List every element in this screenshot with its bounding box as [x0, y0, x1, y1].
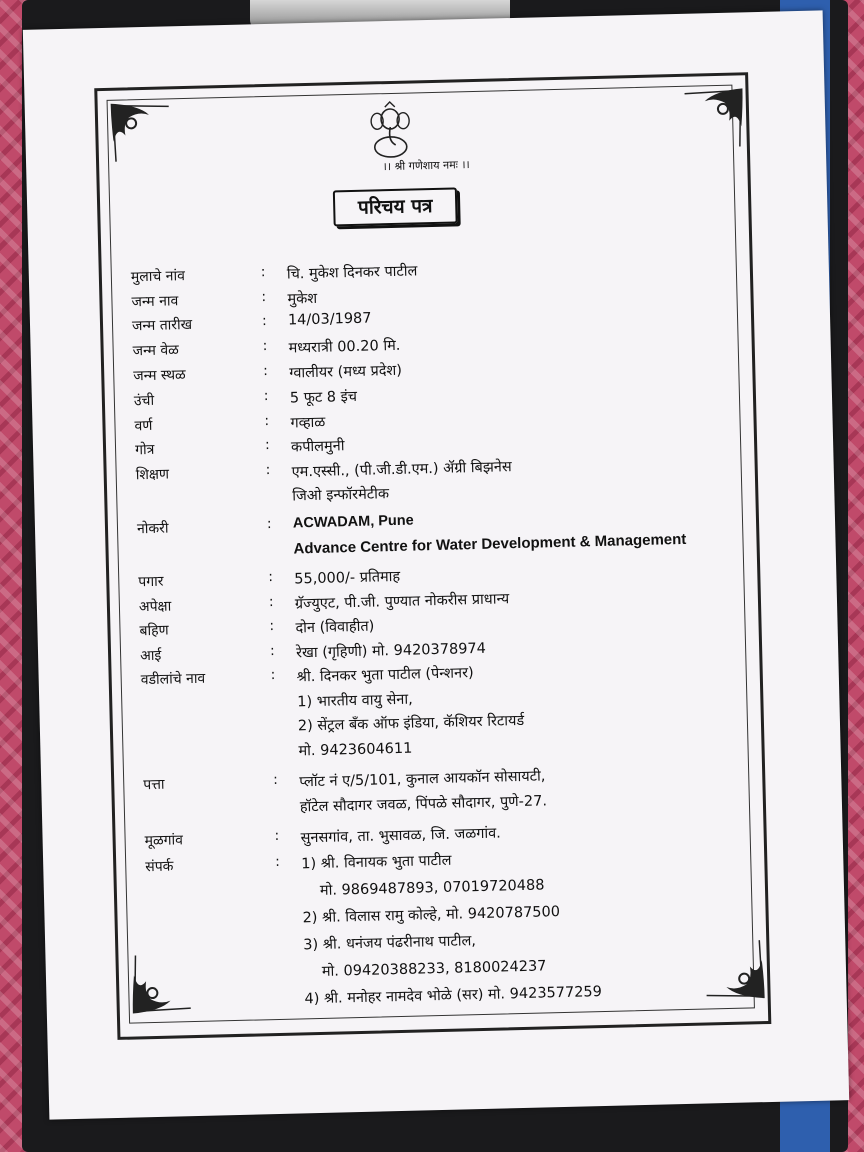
field-colon: : [269, 617, 275, 635]
field-colon: : [264, 437, 270, 454]
field-value: प्लॉट नं ए/5/101, कुनाल आयकॉन सोसायटी, [299, 768, 546, 791]
field-continuation: 2) श्री. विलास रामु कोल्हे, मो. 9420787500 [302, 904, 561, 927]
page-title: परिचय पत्र [333, 187, 458, 226]
field-value: चि. मुकेश दिनकर पाटील [286, 263, 418, 283]
field-continuation: 4) श्री. मनोहर नामदेव भोळे (सर) मो. 9423577259 [304, 984, 603, 1008]
biodata-sheet [23, 10, 849, 1119]
field-label: अपेक्षा [138, 598, 172, 616]
field-label: पत्ता [143, 776, 165, 794]
field-value: रेखा (गृहिणी) मो. 9420378974 [295, 640, 487, 662]
field-colon: : [275, 853, 281, 871]
invocation-text: ।। श्री गणेशाय नमः ।। [382, 158, 470, 174]
field-label: बहिण [139, 622, 169, 640]
field-colon: : [266, 516, 272, 533]
field-colon: : [270, 666, 276, 684]
field-value: सुनसगांव, ता. भुसावळ, जि. जळगांव. [300, 825, 502, 847]
field-value: मुकेश [287, 290, 318, 308]
field-continuation: हॉटेल सौदागर जवळ, पिंपळे सौदागर, पुणे-27. [299, 793, 548, 816]
field-continuation: 3) श्री. धनंजय पंढरीनाथ पाटील, [303, 933, 477, 954]
floral-corner-icon [674, 86, 746, 158]
ganesha-icon [365, 100, 416, 161]
field-colon: : [260, 264, 266, 281]
field-continuation: मो. 09420388233, 8180024237 [321, 958, 547, 980]
field-label: नोकरी [136, 520, 169, 538]
field-value: 5 फूट 8 इंच [289, 388, 358, 407]
field-label: जन्म वेळ [132, 342, 179, 360]
field-colon: : [269, 642, 275, 660]
field-colon: : [264, 413, 270, 430]
field-label: आई [139, 647, 162, 665]
field-label: जन्म नाव [131, 293, 179, 311]
field-label: जन्म तारीख [131, 316, 193, 335]
field-label: मूळगांव [144, 832, 184, 850]
field-value: 55,000/- प्रतिमाह [294, 568, 401, 588]
field-colon: : [263, 363, 269, 380]
field-label: शिक्षण [135, 466, 170, 484]
field-continuation: मो. 9423604611 [298, 740, 413, 760]
field-value: गव्हाळ [290, 414, 326, 432]
field-colon: : [261, 289, 267, 306]
field-value: कपीलमुनी [290, 438, 345, 456]
floral-corner-icon [695, 930, 767, 1002]
field-label: गोत्र [134, 441, 155, 459]
field-colon: : [263, 388, 269, 405]
field-value: मध्यरात्री 00.20 मि. [288, 337, 401, 357]
field-label: मुलाचे नांव [130, 268, 186, 286]
field-label: संपर्क [145, 858, 174, 876]
field-label: उंची [133, 392, 155, 410]
floral-corner-icon [129, 944, 201, 1016]
field-value: ग्रॅज्युएट, पी.जी. पुण्यात नोकरीस प्राधान्य [294, 591, 510, 613]
field-colon: : [268, 593, 274, 611]
field-colon: : [274, 827, 280, 845]
field-continuation: 1) भारतीय वायु सेना, [297, 691, 413, 711]
field-continuation: 2) सेंट्रल बँक ऑफ इंडिया, कॅशियर रिटायर्ड [297, 712, 525, 735]
field-colon: : [265, 462, 271, 479]
field-continuation: जिओ इन्फॉरमेटीक [292, 486, 390, 505]
field-continuation: Advance Centre for Water Development & Management [293, 530, 687, 558]
field-colon: : [273, 771, 279, 789]
field-value: ग्वालीयर (मध्य प्रदेश) [289, 362, 403, 382]
field-value: 1) श्री. विनायक भुता पाटील [301, 852, 452, 873]
field-colon: : [268, 568, 274, 586]
field-label: पगार [138, 573, 164, 591]
field-label: जन्म स्थळ [133, 367, 186, 385]
field-colon: : [262, 338, 268, 355]
field-colon: : [261, 313, 267, 330]
field-value: ACWADAM, Pune [292, 512, 414, 532]
field-value: दोन (विवाहीत) [295, 618, 375, 637]
field-continuation: मो. 9869487893, 07019720488 [319, 877, 545, 899]
field-label: वडीलांचे नाव [140, 670, 206, 689]
field-label: वर्ण [134, 417, 153, 435]
floral-corner-icon [109, 100, 181, 172]
field-value: एम.एस्सी., (पी.जी.डी.एम.) ॲग्री बिझनेस [291, 459, 512, 481]
field-value: 14/03/1987 [287, 310, 372, 329]
field-value: श्री. दिनकर भुता पाटील (पेन्शनर) [296, 665, 474, 686]
